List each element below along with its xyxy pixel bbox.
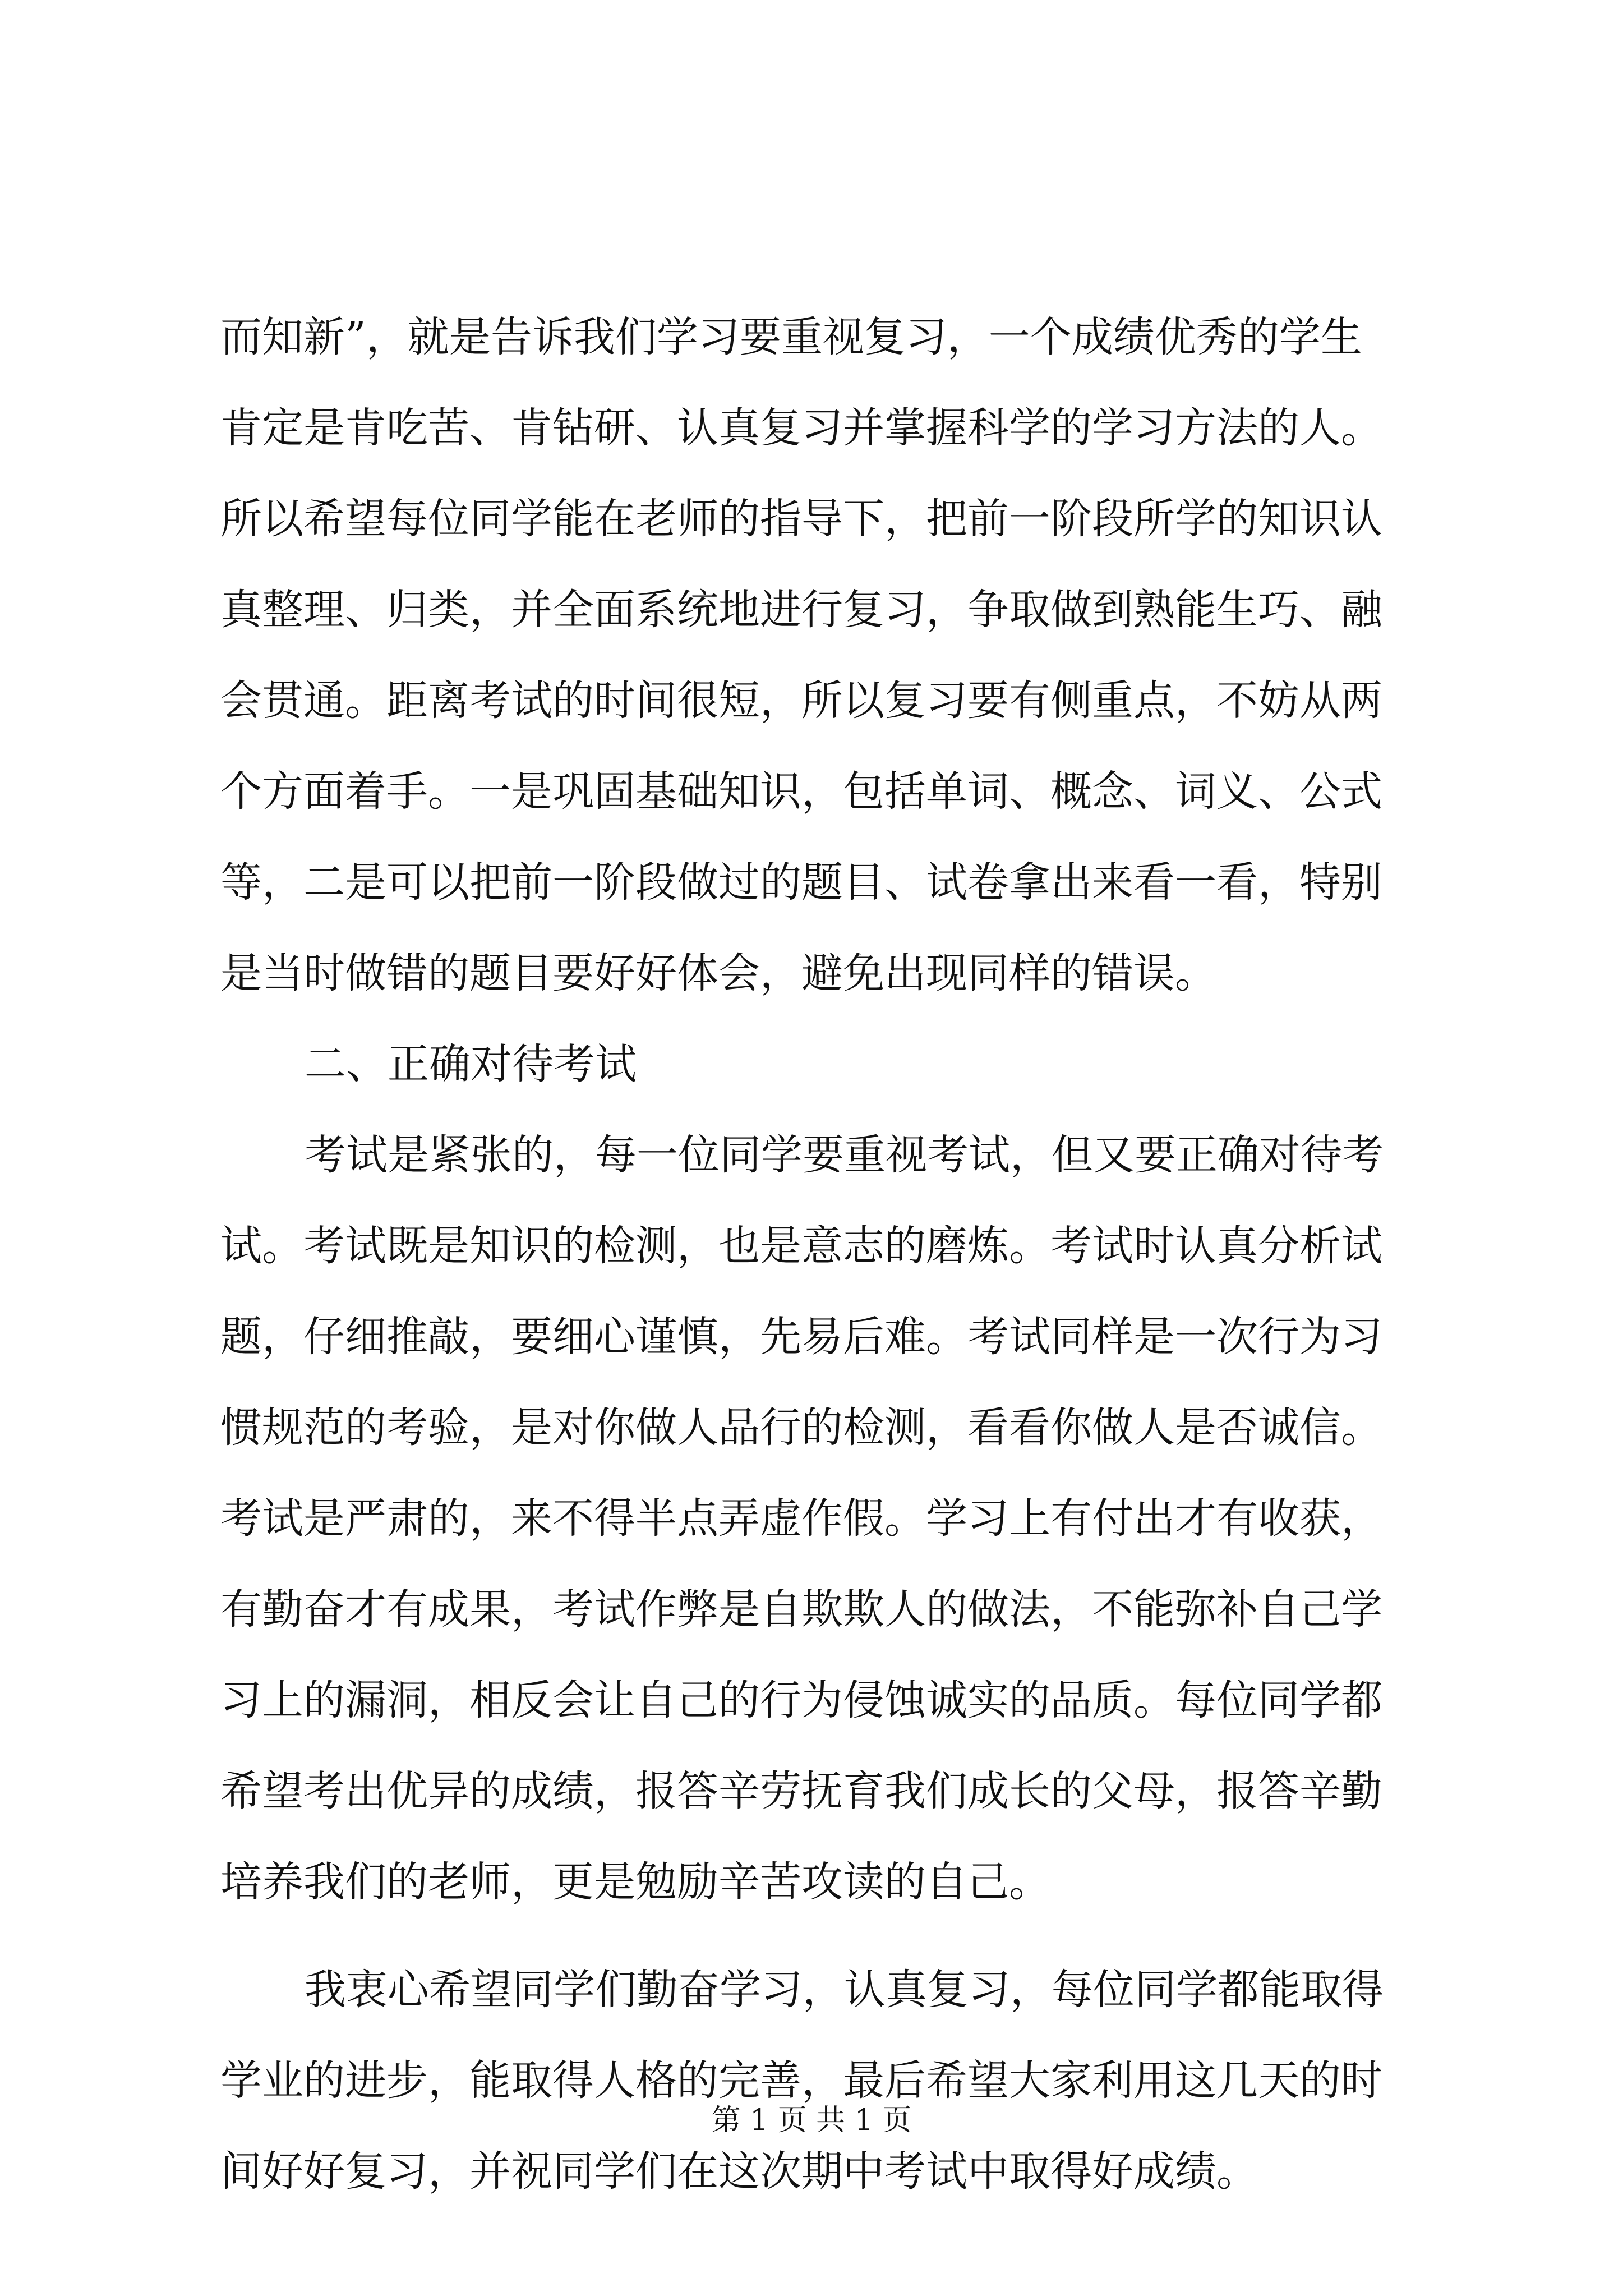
body-line: 而知新”，就是告诉我们学习要重视复习，一个成绩优秀的学生 bbox=[220, 313, 1362, 361]
paragraph-gap bbox=[220, 1927, 1426, 1944]
body-line: 等，二是可以把前一阶段做过的题目、试卷拿出来看一看，特别 bbox=[220, 858, 1382, 907]
body-line: 试。考试既是知识的检测，也是意志的磨炼。考试时认真分析试 bbox=[220, 1222, 1382, 1270]
document-body bbox=[220, 292, 1426, 2217]
page-number-footer: 第 1 页 共 1 页 bbox=[711, 2104, 912, 2137]
body-line: 有勤奋才有成果，考试作弊是自欺欺人的做法，不能弥补自己学 bbox=[220, 1585, 1382, 1634]
body-line: 培养我们的老师，更是勉励辛苦攻读的自己。 bbox=[220, 1858, 1050, 1906]
section-heading: 二、正确对待考试 bbox=[305, 1040, 637, 1088]
body-line: 肯定是肯吃苦、肯钻研、认真复习并掌握科学的学习方法的人。 bbox=[220, 404, 1382, 452]
body-line: 个方面着手。一是巩固基础知识，包括单词、概念、词义、公式 bbox=[220, 767, 1382, 816]
body-line: 所以希望每位同学能在老师的指导下，把前一阶段所学的知识认 bbox=[220, 495, 1382, 543]
body-line: 题，仔细推敲，要细心谨慎，先易后难。考试同样是一次行为习 bbox=[220, 1313, 1382, 1361]
body-line: 惯规范的考验，是对你做人品行的检测，看看你做人是否诚信。 bbox=[220, 1404, 1382, 1452]
body-line: 考试是严肃的，来不得半点弄虚作假。学习上有付出才有收获， bbox=[220, 1494, 1382, 1543]
body-line: 学业的进步，能取得人格的完善，最后希望大家利用这几天的时 bbox=[220, 2056, 1382, 2105]
body-line: 我衷心希望同学们勤奋学习，认真复习，每位同学都能取得 bbox=[305, 1966, 1384, 2014]
body-line: 是当时做错的题目要好好体会，避免出现同样的错误。 bbox=[220, 949, 1216, 997]
body-line: 会贯通。距离考试的时间很短，所以复习要有侧重点，不妨从两 bbox=[220, 677, 1382, 725]
body-line: 间好好复习，并祝同学们在这次期中考试中取得好成绩。 bbox=[220, 2147, 1258, 2196]
body-line: 习上的漏洞，相反会让自己的行为侵蚀诚实的品质。每位同学都 bbox=[220, 1676, 1382, 1724]
body-line: 考试是紧张的，每一位同学要重视考试，但又要正确对待考 bbox=[305, 1131, 1384, 1179]
body-line: 真整理、归类，并全面系统地进行复习，争取做到熟能生巧、融 bbox=[220, 586, 1382, 634]
body-line: 希望考出优异的成绩，报答辛劳抚育我们成长的父母，报答辛勤 bbox=[220, 1767, 1382, 1815]
